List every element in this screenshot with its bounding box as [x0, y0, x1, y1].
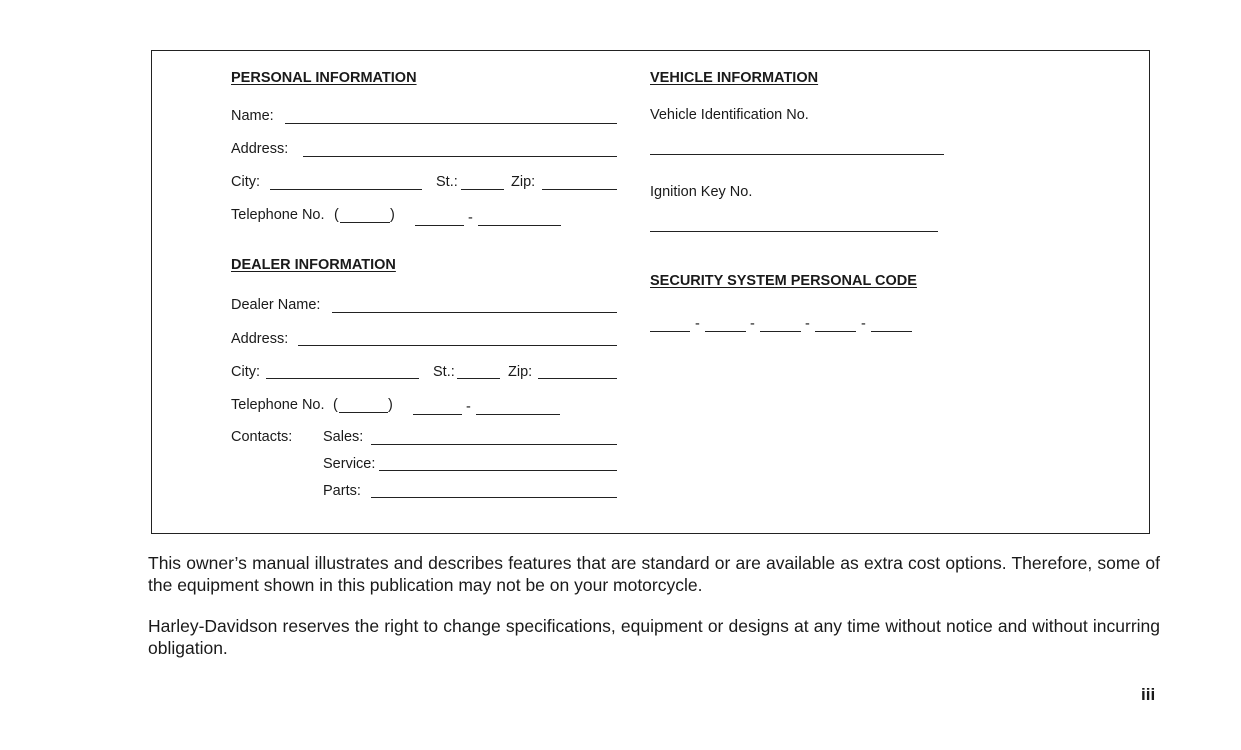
security-code-dash: - — [750, 316, 755, 332]
name-label: Name: — [231, 108, 274, 124]
dealer-phone-dash: - — [466, 399, 471, 415]
phone-prefix-field[interactable] — [415, 225, 464, 226]
options-notice-paragraph: This owner’s manual illustrates and describes features that are standard or are available as extra cost options. Therefore, some of the equipment shown in this publication may not be on your motorcycle. — [148, 553, 1160, 595]
personal-information-heading: PERSONAL INFORMATION — [231, 70, 417, 86]
telephone-label: Telephone No. — [231, 207, 325, 223]
dealer-information-heading: DEALER INFORMATION — [231, 257, 396, 273]
state-label: St.: — [436, 174, 458, 190]
ignition-key-field[interactable] — [650, 231, 938, 232]
zip-field[interactable] — [542, 189, 617, 190]
address-label: Address: — [231, 141, 289, 157]
service-contact-field[interactable] — [379, 470, 617, 471]
security-code-digit-3[interactable] — [760, 331, 801, 332]
phone-dash: - — [468, 210, 473, 226]
security-code-digit-5[interactable] — [871, 331, 912, 332]
dealer-area-code-field[interactable] — [339, 412, 388, 413]
sales-contact-field[interactable] — [371, 444, 617, 445]
phone-line-field[interactable] — [478, 225, 561, 226]
page-number: iii — [1141, 685, 1156, 704]
dealer-name-label: Dealer Name: — [231, 297, 321, 313]
service-label: Service: — [323, 456, 376, 472]
security-code-dash: - — [861, 316, 866, 332]
area-code-open-paren: ( — [334, 207, 339, 223]
vehicle-information-heading: VEHICLE INFORMATION — [650, 70, 819, 86]
dealer-area-code-open-paren: ( — [333, 397, 338, 413]
ignition-key-label: Ignition Key No. — [650, 184, 753, 200]
sales-label: Sales: — [323, 429, 364, 445]
dealer-zip-label: Zip: — [508, 364, 533, 380]
security-code-digit-2[interactable] — [705, 331, 746, 332]
city-field[interactable] — [270, 189, 422, 190]
dealer-city-label: City: — [231, 364, 260, 380]
rights-notice-paragraph: Harley-Davidson reserves the right to change specifications, equipment or designs at any time without notice and without incurring obligation. — [148, 616, 1160, 658]
security-code-digit-4[interactable] — [815, 331, 856, 332]
vin-field[interactable] — [650, 154, 944, 155]
name-field[interactable] — [285, 123, 617, 124]
dealer-state-label: St.: — [433, 364, 455, 380]
dealer-address-field[interactable] — [298, 345, 617, 346]
dealer-name-field[interactable] — [332, 312, 617, 313]
dealer-phone-prefix-field[interactable] — [413, 414, 462, 415]
parts-label: Parts: — [323, 483, 361, 499]
area-code-field[interactable] — [340, 222, 390, 223]
dealer-address-label: Address: — [231, 331, 289, 347]
security-code-heading: SECURITY SYSTEM PERSONAL CODE — [650, 273, 917, 289]
vin-label: Vehicle Identification No. — [650, 107, 809, 123]
information-form-box — [151, 50, 1150, 534]
zip-label: Zip: — [511, 174, 536, 190]
dealer-city-field[interactable] — [266, 378, 419, 379]
dealer-state-field[interactable] — [457, 378, 500, 379]
area-code-close-paren: ) — [390, 207, 395, 223]
dealer-zip-field[interactable] — [538, 378, 617, 379]
dealer-area-code-close-paren: ) — [388, 397, 393, 413]
security-code-dash: - — [805, 316, 810, 332]
state-field[interactable] — [461, 189, 504, 190]
city-label: City: — [231, 174, 260, 190]
dealer-telephone-label: Telephone No. — [231, 397, 325, 413]
parts-contact-field[interactable] — [371, 497, 617, 498]
contacts-label: Contacts: — [231, 429, 293, 445]
security-code-digit-1[interactable] — [650, 331, 690, 332]
security-code-dash: - — [695, 316, 700, 332]
address-field[interactable] — [303, 156, 617, 157]
dealer-phone-line-field[interactable] — [476, 414, 560, 415]
